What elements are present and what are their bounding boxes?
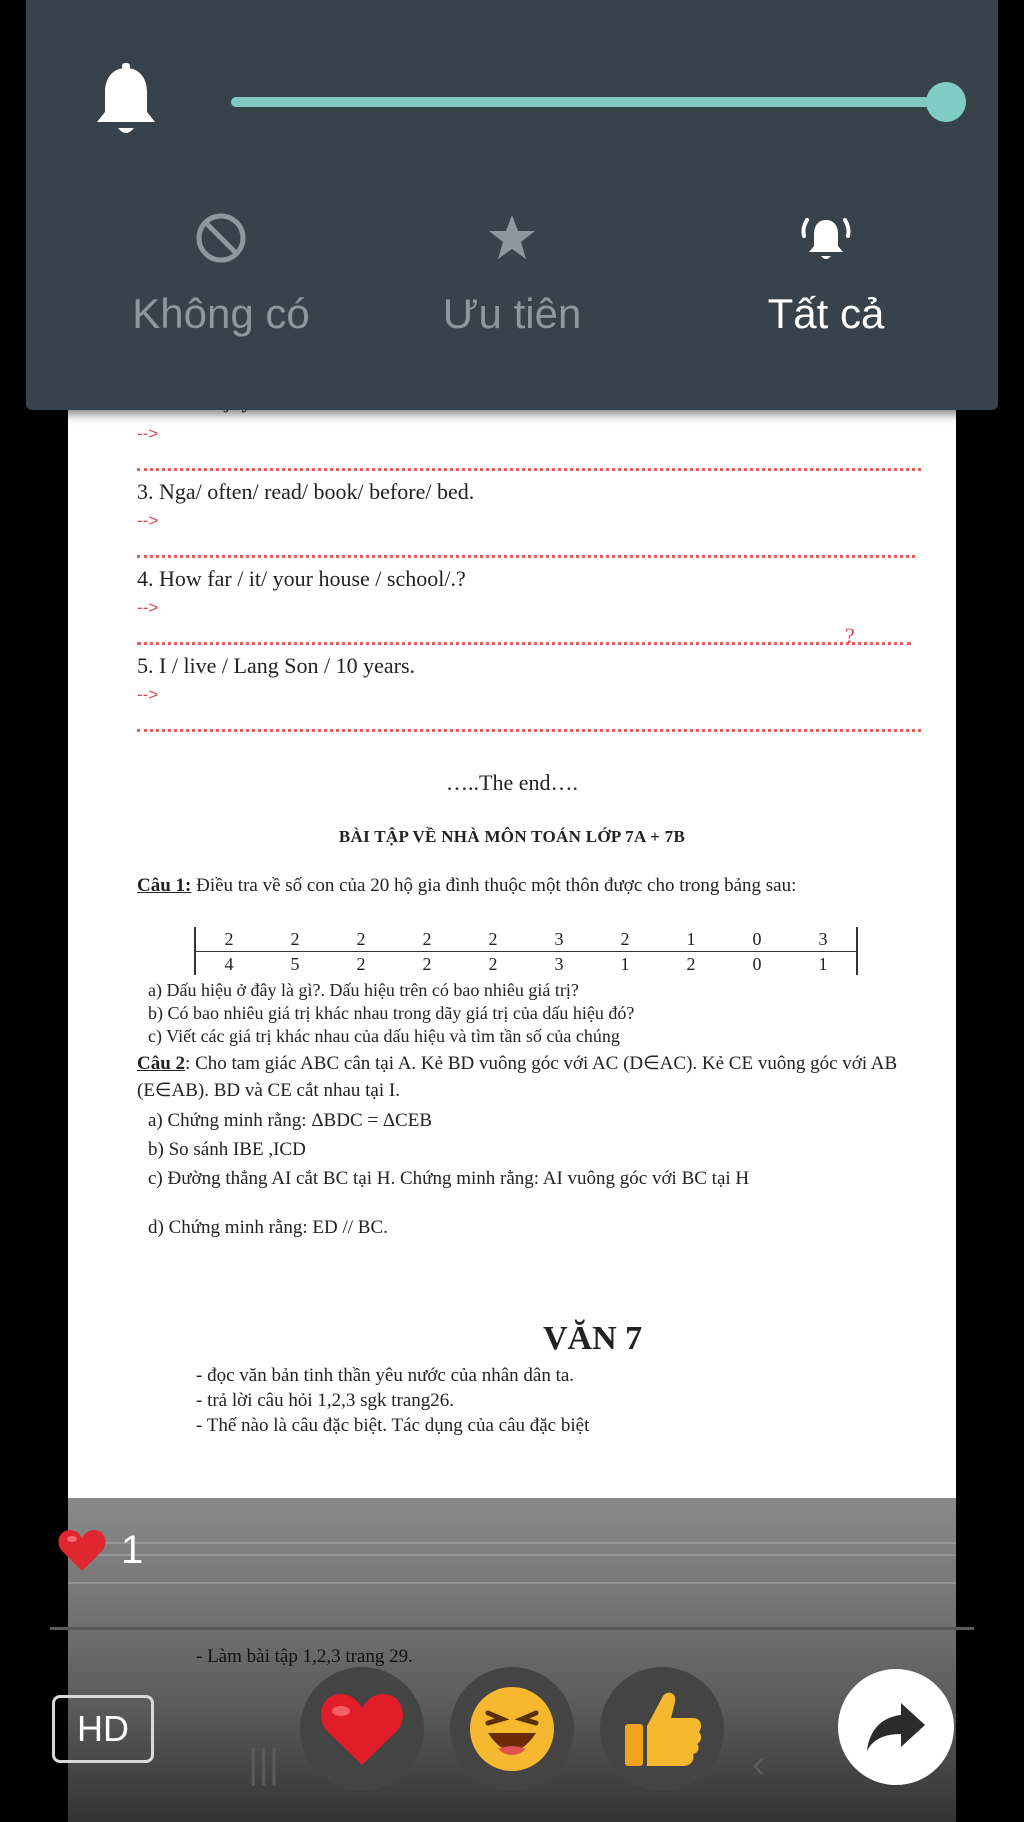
answer-arrow: --> bbox=[137, 424, 159, 443]
cau1-item-c: c) Viết các giá trị khác nhau của dấu hiệu và tìm tần số của chúng bbox=[148, 1026, 620, 1046]
haha-icon bbox=[466, 1683, 558, 1775]
react-like-button[interactable] bbox=[600, 1667, 724, 1791]
thumbs-up-icon bbox=[619, 1686, 705, 1772]
hd-button[interactable]: HD bbox=[52, 1695, 154, 1763]
table-cell: 2 bbox=[356, 929, 366, 949]
answer-dots bbox=[137, 642, 911, 645]
van-line: - trả lời câu hỏi 1,2,3 sgk trang26. bbox=[196, 1390, 455, 1411]
table-cell: 3 bbox=[526, 951, 592, 976]
cau2-label: Câu 2 bbox=[137, 1053, 186, 1074]
answer-dots bbox=[137, 555, 915, 558]
cau2-paragraph bbox=[137, 1050, 952, 1104]
table-cell: 3 bbox=[818, 929, 828, 949]
table-cell: 5 bbox=[262, 951, 328, 976]
block-icon bbox=[193, 210, 249, 266]
overlay-band bbox=[68, 1582, 956, 1584]
volume-slider-thumb[interactable] bbox=[926, 82, 966, 122]
react-love-button[interactable] bbox=[300, 1667, 424, 1791]
heart-icon bbox=[317, 1689, 407, 1769]
controls-divider bbox=[50, 1627, 974, 1630]
mode-priority[interactable] bbox=[362, 210, 662, 338]
van-title: VĂN 7 bbox=[543, 1320, 643, 1357]
table-cell: 2 bbox=[224, 929, 234, 949]
react-haha-button[interactable] bbox=[450, 1667, 574, 1791]
answer-question-mark: ? bbox=[845, 623, 855, 648]
math-homework-title: BÀI TẬP VỀ NHÀ MÔN TOÁN LỚP 7A + 7B bbox=[338, 827, 686, 846]
table-cell: 1 bbox=[592, 951, 658, 976]
exercise-question: 5. I / live / Lang Son / 10 years. bbox=[137, 653, 416, 678]
answer-arrow: --> bbox=[137, 511, 159, 530]
cau2-item-d: d) Chứng minh rằng: ED // BC. bbox=[148, 1217, 388, 1238]
data-table bbox=[194, 927, 858, 975]
exercise-question: 3. Nga/ often/ read/ book/ before/ bed. bbox=[137, 479, 475, 504]
answer-arrow: --> bbox=[137, 685, 159, 704]
overlay-band bbox=[68, 1542, 956, 1544]
bell-ringing-icon bbox=[798, 210, 854, 266]
like-count bbox=[57, 1527, 143, 1573]
table-cell: 2 bbox=[620, 929, 630, 949]
cau1-item-b: b) Có bao nhiêu giá trị khác nhau trong dãy giá trị của dấu hiệu đó? bbox=[148, 1003, 635, 1023]
cau1-item-a: a) Dấu hiệu ở đây là gì?. Dấu hiệu trên có bao nhiêu giá trị? bbox=[148, 980, 579, 1000]
cau1-label: Câu 1: bbox=[137, 875, 192, 896]
heart-icon bbox=[57, 1527, 107, 1573]
mode-all[interactable] bbox=[676, 210, 976, 338]
cau1-paragraph bbox=[137, 872, 952, 899]
bell-icon bbox=[91, 62, 161, 142]
cau1-text: Điều tra về số con của 20 hộ gia đình thuộc một thôn được cho trong bảng sau: bbox=[191, 875, 797, 896]
share-icon bbox=[863, 1699, 929, 1755]
cau2-text: : Cho tam giác ABC cân tại A. Kẻ BD vuông góc với AC (D∈AC). Kẻ CE vuông góc với AB (E∈AB). BD và CE cắt nhau tại I. bbox=[137, 1053, 898, 1101]
notification-volume-panel bbox=[26, 0, 998, 410]
exercise-question: 4. How far / it/ your house / school/.? bbox=[137, 566, 466, 591]
nav-back-icon: ‹ bbox=[752, 1742, 766, 1786]
share-button[interactable] bbox=[838, 1669, 954, 1785]
overlay-band bbox=[68, 1554, 956, 1556]
table-cell: 2 bbox=[328, 951, 394, 976]
table-cell: 0 bbox=[724, 951, 790, 976]
table-cell: 2 bbox=[488, 929, 498, 949]
mode-none[interactable] bbox=[71, 210, 371, 338]
table-cell: 2 bbox=[422, 929, 432, 949]
van-line: - đọc văn bản tinh thần yêu nước của nhân dân ta. bbox=[196, 1365, 575, 1386]
answer-arrow: --> bbox=[137, 598, 159, 617]
table-cell: 2 bbox=[658, 951, 724, 976]
table-cell: 2 bbox=[394, 951, 460, 976]
cau2-item-a: a) Chứng minh rằng: ΔBDC = ΔCEB bbox=[148, 1110, 432, 1131]
answer-dots bbox=[137, 729, 921, 732]
volume-slider-track[interactable] bbox=[231, 97, 946, 107]
answer-dots bbox=[137, 468, 921, 471]
the-end-text: …..The end…. bbox=[446, 770, 578, 795]
table-cell: 1 bbox=[790, 951, 856, 976]
mode-priority-label: Ưu tiên bbox=[442, 290, 582, 337]
mode-all-label: Tất cả bbox=[767, 290, 885, 337]
nav-recents-icon: ||| bbox=[248, 1742, 280, 1786]
cau2-item-c: c) Đường thẳng AI cắt BC tại H. Chứng minh rằng: AI vuông góc với BC tại H bbox=[148, 1168, 750, 1189]
table-cell: 4 bbox=[196, 951, 262, 976]
like-count-number: 1 bbox=[121, 1527, 144, 1572]
table-cell: 2 bbox=[290, 929, 300, 949]
document-bottom-line: - Làm bài tập 1,2,3 trang 29. bbox=[196, 1646, 413, 1667]
mode-none-label: Không có bbox=[132, 290, 310, 337]
cau2-item-b: b) So sánh IBE ,ICD bbox=[148, 1139, 306, 1160]
table-cell: 0 bbox=[752, 929, 762, 949]
table-cell: 3 bbox=[554, 929, 564, 949]
van-line: - Thế nào là câu đặc biệt. Tác dụng của câu đặc biệt bbox=[196, 1415, 590, 1436]
table-cell: 1 bbox=[686, 929, 696, 949]
star-icon bbox=[484, 210, 540, 266]
table-cell: 2 bbox=[460, 951, 526, 976]
